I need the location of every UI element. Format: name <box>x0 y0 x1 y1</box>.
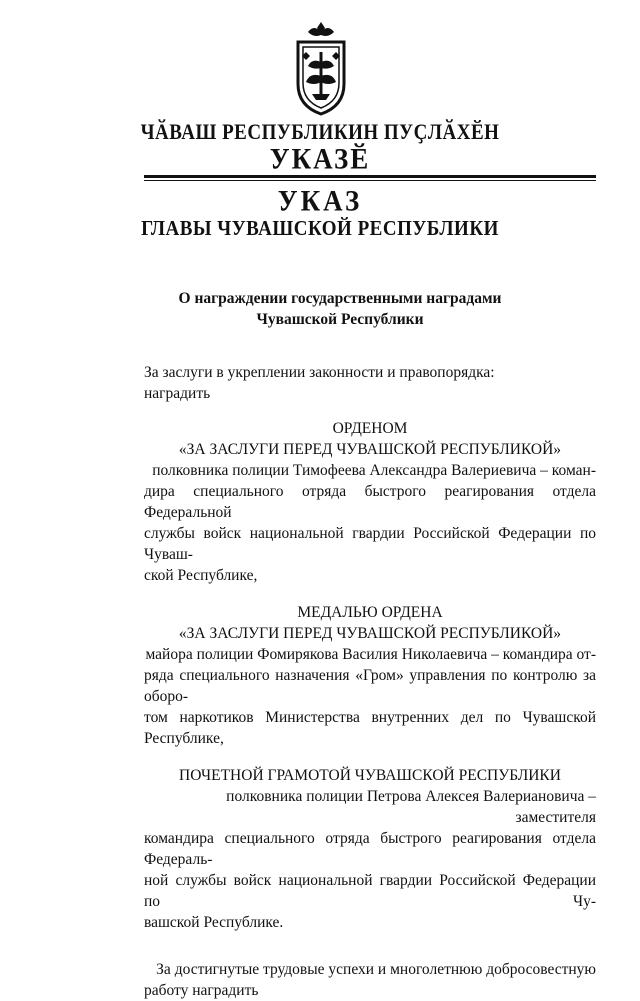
award-text <box>144 644 596 749</box>
award-block-order <box>144 418 596 586</box>
coat-of-arms-emblem <box>290 18 352 118</box>
award-text-line: полковника полиции Петрова Алексея Валериановича – заместителя <box>226 788 596 826</box>
closing-line2: работу наградить <box>144 982 259 999</box>
award-text-line: командира специального отряда быстрого реагирования отдела Федераль- <box>144 830 596 868</box>
decree-title-line2: Чувашской Республики <box>256 311 424 328</box>
award-title-line1: МЕДАЛЬЮ ОРДЕНА <box>297 604 443 621</box>
header-chuvash-line1: ЧӐВАШ РЕСПУБЛИКИН ПУҪЛӐХӖН <box>140 120 500 145</box>
header-russian-line1: УКАЗ <box>277 184 363 217</box>
award-title-line1: ОРДЕНОМ <box>332 420 408 437</box>
award-text-line: майора полиции Фомирякова Василия Николаевича – командира от- <box>145 646 596 663</box>
header-double-rule-thick <box>144 175 596 178</box>
award-text-line: ряда специального назначения «Гром» управления по контролю за оборо- <box>144 667 596 705</box>
header-russian-line2: ГЛАВЫ ЧУВАШСКОЙ РЕСПУБЛИКИ <box>141 217 499 241</box>
decree-title-line1: О награждении государственными наградами <box>178 290 502 307</box>
award-text <box>144 460 596 586</box>
award-block-medal <box>144 602 596 749</box>
award-text-line: дира специального отряда быстрого реагирования отдела Федеральной <box>144 483 596 521</box>
closing-line1: За достигнутые трудовые успехи и многолетнюю добросовестную <box>156 961 596 978</box>
closing-paragraph <box>144 959 596 1001</box>
award-title-line1: ПОЧЕТНОЙ ГРАМОТОЙ ЧУВАШСКОЙ РЕСПУБЛИКИ <box>179 767 561 784</box>
award-text-line: ной службы войск национальной гвардии Российской Федерации по Чу- <box>144 872 596 910</box>
award-title-line2: «ЗА ЗАСЛУГИ ПЕРЕД ЧУВАШСКОЙ РЕСПУБЛИКОЙ» <box>178 625 562 642</box>
award-text-line: вашской Республике. <box>144 914 284 931</box>
intro-paragraph <box>144 362 596 404</box>
header-double-rule-thin <box>144 180 596 181</box>
award-block-certificate <box>144 765 596 933</box>
decree-title <box>140 288 540 330</box>
awards-section <box>144 418 596 1001</box>
header-chuvash-line2: УКАЗӖ <box>269 142 371 175</box>
intro-line2: наградить <box>144 385 211 402</box>
award-text-line: полковника полиции Тимофеева Александра Валериевича – коман- <box>152 462 596 479</box>
award-title-line2: «ЗА ЗАСЛУГИ ПЕРЕД ЧУВАШСКОЙ РЕСПУБЛИКОЙ» <box>178 441 562 458</box>
award-text-line: службы войск национальной гвардии Российской Федерации по Чуваш- <box>144 525 596 563</box>
award-text <box>144 786 596 933</box>
award-text-line: том наркотиков Министерства внутренних дел по Чувашской Республике, <box>144 709 596 747</box>
intro-line1: За заслуги в укреплении законности и правопорядка: <box>144 364 495 381</box>
award-text-line: ской Республике, <box>144 567 258 584</box>
